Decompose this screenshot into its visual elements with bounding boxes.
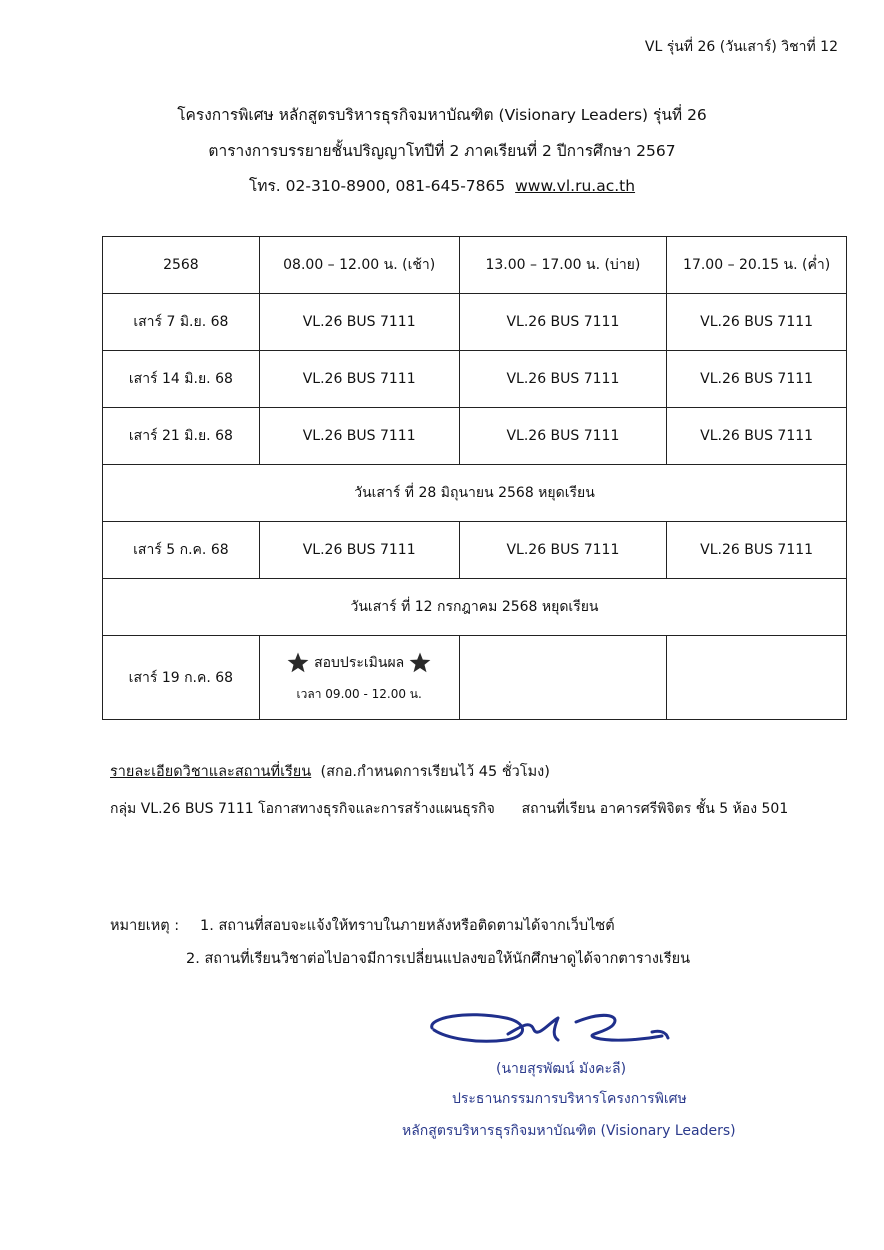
course-group: กลุ่ม VL.26 BUS 7111 โอกาสทางธุรกิจและการสร้างแผนธุรกิจ xyxy=(110,801,495,817)
row-morning: VL.26 BUS 7111 xyxy=(259,294,459,351)
details-hours-note: (สกอ.กำหนดการเรียนไว้ 45 ชั่วโมง) xyxy=(320,764,550,780)
note-2: 2. สถานที่เรียนวิชาต่อไปอาจมีการเปลี่ยนแปลงขอให้นักศึกษาดูได้จากตารางเรียน xyxy=(186,951,691,967)
row-afternoon: VL.26 BUS 7111 xyxy=(459,522,667,579)
holiday-row xyxy=(103,579,847,636)
exam-label: สอบประเมินผล xyxy=(314,655,405,671)
location-value: อาคารศรีพิจิตร ชั้น 5 ห้อง 501 xyxy=(599,801,789,817)
notes-label: หมายเหตุ : xyxy=(110,918,180,934)
row-date: เสาร์ 19 ก.ค. 68 xyxy=(103,636,260,720)
contact-line xyxy=(0,173,884,198)
star-icon xyxy=(408,651,432,675)
header-evening: 17.00 – 20.15 น. (ค่ำ) xyxy=(667,237,847,294)
row-morning: VL.26 BUS 7111 xyxy=(259,522,459,579)
row-evening: VL.26 BUS 7111 xyxy=(667,408,847,465)
row-morning: VL.26 BUS 7111 xyxy=(259,408,459,465)
header-morning: 08.00 – 12.00 น. (เช้า) xyxy=(259,237,459,294)
header-year: 2568 xyxy=(103,237,260,294)
row-afternoon: VL.26 BUS 7111 xyxy=(459,294,667,351)
row-morning: VL.26 BUS 7111 xyxy=(259,351,459,408)
table-row xyxy=(103,294,847,351)
row-afternoon: VL.26 BUS 7111 xyxy=(459,408,667,465)
holiday-row xyxy=(103,465,847,522)
table-row xyxy=(103,522,847,579)
exam-time: เวลา 09.00 - 12.00 น. xyxy=(296,687,422,701)
signatory-name: (นายสุรพัฒน์ มังคะลี) xyxy=(496,1061,627,1077)
details-title: รายละเอียดวิชาและสถานที่เรียน xyxy=(110,764,312,780)
signatory-program: หลักสูตรบริหารธุรกิจมหาบัณฑิต (Visionary Leaders) xyxy=(402,1123,736,1139)
details-heading xyxy=(110,760,550,783)
holiday-notice: วันเสาร์ ที่ 12 กรกฎาคม 2568 หยุดเรียน xyxy=(103,579,847,636)
document-code: VL รุ่นที่ 26 (วันเสาร์) วิชาที่ 12 xyxy=(644,39,838,55)
row-date: เสาร์ 14 มิ.ย. 68 xyxy=(103,351,260,408)
empty-cell xyxy=(667,636,847,720)
exam-cell xyxy=(259,636,459,720)
row-date: เสาร์ 21 มิ.ย. 68 xyxy=(103,408,260,465)
document-title: โครงการพิเศษ หลักสูตรบริหารธุรกิจมหาบัณฑิต (Visionary Leaders) รุ่นที่ 26 xyxy=(177,106,707,124)
schedule-table xyxy=(102,236,847,720)
table-header-row xyxy=(103,237,847,294)
empty-cell xyxy=(459,636,667,720)
website-link[interactable]: www.vl.ru.ac.th xyxy=(515,177,636,195)
course-details xyxy=(110,798,788,820)
row-evening: VL.26 BUS 7111 xyxy=(667,522,847,579)
document-subtitle: ตารางการบรรยายชั้นปริญญาโทปีที่ 2 ภาคเรียนที่ 2 ปีการศึกษา 2567 xyxy=(208,142,676,160)
row-date: เสาร์ 7 มิ.ย. 68 xyxy=(103,294,260,351)
header-afternoon: 13.00 – 17.00 น. (บ่าย) xyxy=(459,237,667,294)
table-row xyxy=(103,351,847,408)
table-row xyxy=(103,408,847,465)
row-date: เสาร์ 5 ก.ค. 68 xyxy=(103,522,260,579)
note-1: 1. สถานที่สอบจะแจ้งให้ทราบในภายหลังหรือติดตามได้จากเว็บไซต์ xyxy=(200,918,615,934)
row-evening: VL.26 BUS 7111 xyxy=(667,294,847,351)
phone-numbers: โทร. 02-310-8900, 081-645-7865 xyxy=(248,177,506,195)
signature-image xyxy=(426,1004,676,1048)
location-label: สถานที่เรียน xyxy=(521,801,596,817)
star-icon xyxy=(286,651,310,675)
signatory-title: ประธานกรรมการบริหารโครงการพิเศษ xyxy=(452,1091,687,1107)
row-evening: VL.26 BUS 7111 xyxy=(667,351,847,408)
holiday-notice: วันเสาร์ ที่ 28 มิถุนายน 2568 หยุดเรียน xyxy=(103,465,847,522)
row-afternoon: VL.26 BUS 7111 xyxy=(459,351,667,408)
exam-row xyxy=(103,636,847,720)
